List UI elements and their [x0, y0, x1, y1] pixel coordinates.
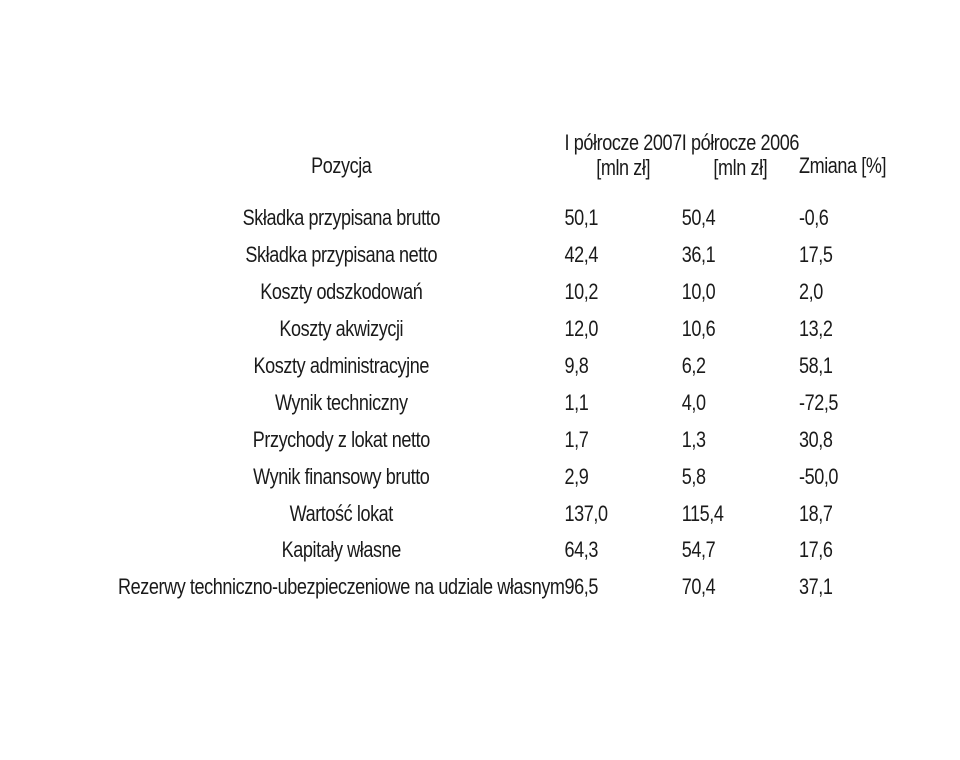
- header-h1-2007: [565, 130, 682, 200]
- row-value-2007: 12,0: [564, 316, 599, 342]
- row-value-2006: 10,6: [681, 316, 716, 342]
- row-value-2006: 10,0: [681, 279, 716, 305]
- financial-results-table: [118, 130, 886, 606]
- row-value-2006: 54,7: [681, 537, 716, 563]
- row-value-2007: 1,7: [564, 426, 589, 452]
- row-value-2007: 2,9: [564, 463, 589, 489]
- table-row: [118, 311, 886, 348]
- table-row: [118, 348, 886, 385]
- row-change: 2,0: [798, 279, 823, 305]
- row-value-2007: 137,0: [564, 500, 608, 526]
- row-label: Składka przypisana netto: [245, 242, 438, 268]
- row-label: Przychody z lokat netto: [252, 426, 430, 452]
- row-change: 18,7: [798, 500, 833, 526]
- row-value-2006: 115,4: [681, 500, 724, 526]
- row-value-2007: 50,1: [564, 205, 599, 231]
- row-label: Koszty akwizycji: [279, 316, 404, 342]
- row-value-2007: 42,4: [564, 242, 599, 268]
- table-row: [118, 495, 886, 532]
- row-label: Koszty odszkodowań: [260, 279, 423, 305]
- header-h1-2006-unit: [mln zł]: [713, 155, 768, 180]
- row-label: Kapitały własne: [281, 537, 401, 563]
- row-change: 58,1: [798, 353, 833, 378]
- row-change: 37,1: [798, 574, 833, 600]
- header-h1-2007-unit: [mln zł]: [596, 155, 651, 180]
- row-value-2006: 1,3: [681, 426, 706, 452]
- row-label: Składka przypisana brutto: [242, 205, 440, 231]
- row-label: Wynik techniczny: [274, 389, 408, 415]
- header-h1-2007-title: I półrocze 2007: [564, 130, 682, 155]
- header-h1-2006-title: I półrocze 2006: [681, 130, 799, 155]
- row-change: -72,5: [798, 389, 839, 415]
- header-h1-2006: [682, 130, 799, 200]
- row-value-2006: 50,4: [681, 205, 716, 231]
- row-label: Wartość lokat: [289, 500, 393, 526]
- row-change: -0,6: [798, 205, 829, 231]
- row-value-2007: 10,2: [564, 279, 599, 305]
- row-label: Koszty administracyjne: [253, 353, 430, 378]
- row-value-2006: 4,0: [681, 389, 706, 415]
- table-row: [118, 458, 886, 495]
- table-row: [118, 569, 886, 606]
- table-header-row: [118, 130, 886, 200]
- row-change: 13,2: [798, 316, 833, 342]
- row-change: 30,8: [798, 426, 833, 452]
- row-value-2006: 5,8: [681, 463, 706, 489]
- table-row: [118, 274, 886, 311]
- financial-table-container: [118, 130, 887, 606]
- table-row: [118, 384, 886, 421]
- row-label: Wynik finansowy brutto: [253, 463, 430, 489]
- header-position: Pozycja: [311, 152, 372, 178]
- row-value-2007: 96,5: [564, 574, 599, 600]
- table-row: [118, 532, 886, 569]
- row-value-2006: 36,1: [681, 242, 716, 268]
- row-value-2007: 9,8: [564, 353, 589, 378]
- row-value-2006: 70,4: [681, 574, 716, 600]
- table-body: [118, 200, 886, 606]
- header-change: Zmiana [%]: [798, 152, 887, 178]
- row-value-2007: 1,1: [564, 389, 589, 415]
- table-row: [118, 200, 886, 237]
- row-change: -50,0: [798, 463, 839, 489]
- table-row: [118, 237, 886, 274]
- row-label: Rezerwy techniczno-ubezpieczeniowe na udziale własnym: [118, 574, 565, 600]
- table-row: [118, 421, 886, 458]
- row-change: 17,5: [798, 242, 833, 268]
- row-value-2006: 6,2: [681, 353, 706, 378]
- row-change: 17,6: [798, 537, 833, 563]
- row-value-2007: 64,3: [564, 537, 599, 563]
